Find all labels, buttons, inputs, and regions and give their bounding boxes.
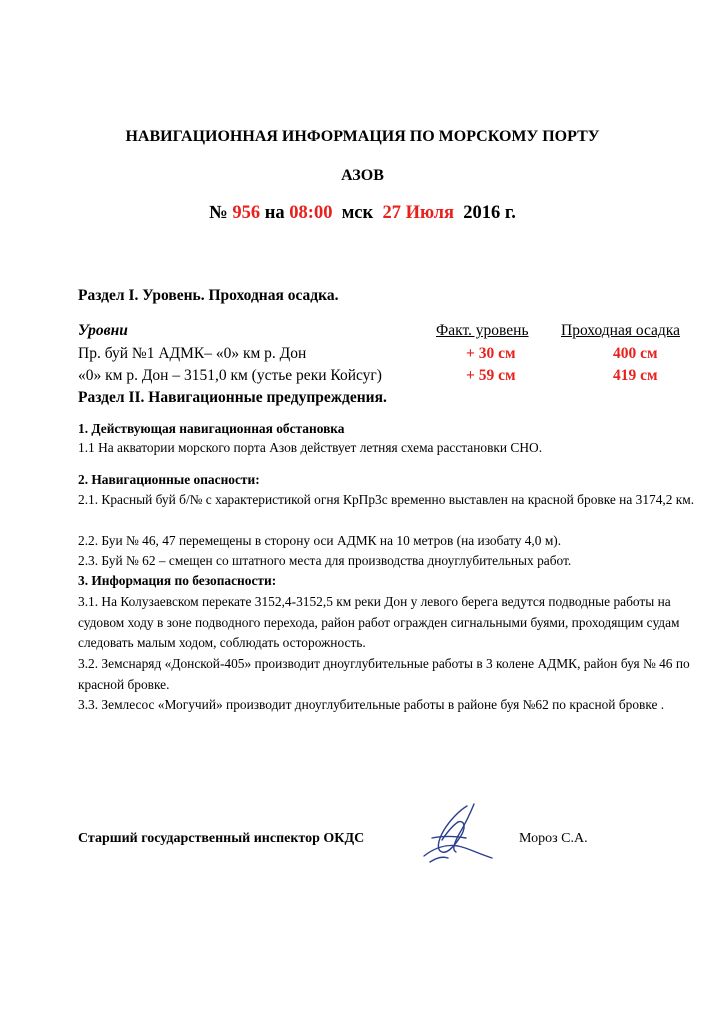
- level-row-1-fact: + 30 см: [466, 345, 516, 362]
- level-row-1-place: Пр. буй №1 АДМК– «0» км р. Дон: [78, 345, 307, 362]
- level-row-2-fact: + 59 см: [466, 367, 516, 384]
- section2-heading: Раздел II. Навигационные предупреждения.: [78, 389, 387, 406]
- subsection2-title: 2. Навигационные опасности:: [78, 472, 260, 487]
- signatory-position: Старший государственный инспектор ОКДС: [78, 831, 365, 846]
- subsection3-item: 3.2. Земснаряд «Донской-405» производит дноуглубительные работы в 3 колене АДМК, район буя № 46 по красной бровке.: [78, 656, 690, 692]
- subsection2-item: 2.1. Красный буй б/№ с характеристикой огня КрПр3с временно выставлен на красной бровке на 3174,2 км.: [78, 492, 695, 507]
- level-row-2-draft: 419 см: [613, 367, 658, 384]
- subsection3-title: 3. Информация по безопасности:: [78, 573, 277, 588]
- number-prefix: №: [209, 203, 228, 223]
- issue-date: 27 Июля: [382, 203, 455, 223]
- issue-number: 956: [232, 203, 261, 223]
- subsection1-title: 1. Действующая навигационная обстановка: [78, 421, 345, 436]
- subsection2-item: 2.2. Буи № 46, 47 перемещены в сторону оси АДМК на 10 метров (на изобату 4,0 м).: [78, 533, 562, 548]
- column-header-passing-draft: Проходная осадка: [561, 322, 680, 339]
- signatory-name: Мороз С.А.: [519, 831, 588, 846]
- column-header-levels: Уровни: [78, 322, 128, 339]
- handwritten-signature: [412, 800, 504, 870]
- at-word: на: [264, 203, 285, 223]
- issue-time: 08:00: [289, 203, 333, 223]
- section1-heading: Раздел I. Уровень. Проходная осадка.: [78, 287, 339, 304]
- subsection1-item: 1.1 На акватории морского порта Азов действует летняя схема расстановки СНО.: [78, 440, 543, 455]
- port-name: АЗОВ: [341, 167, 384, 184]
- level-row-1-draft: 400 см: [613, 345, 658, 362]
- level-row-2-place: «0» км р. Дон – 3151,0 км (устье реки Койсуг): [78, 367, 382, 384]
- timezone: мск: [341, 203, 374, 223]
- subsection3-item: 3.1. На Колузаевском перекате 3152,4-3152,5 км реки Дон у левого берега ведутся подводные работы на судовом ходу в зоне подводного перехода, район работ огражден сигнальными буями, проходящим судам следовать малым ходом, соблюдать осторожность.: [78, 594, 680, 650]
- subsection2-item: 2.3. Буй № 62 – смещен со штатного места для производства дноуглубительных работ.: [78, 553, 572, 568]
- issue-line: [0, 203, 725, 224]
- issue-year: 2016 г.: [463, 203, 516, 223]
- column-header-fact-level: Факт. уровень: [436, 322, 529, 339]
- subsection3-item: 3.3. Землесос «Могучий» производит дноуглубительные работы в районе буя №62 по красной бровке .: [78, 697, 665, 712]
- document-title: НАВИГАЦИОННАЯ ИНФОРМАЦИЯ ПО МОРСКОМУ ПОРТУ: [125, 128, 600, 145]
